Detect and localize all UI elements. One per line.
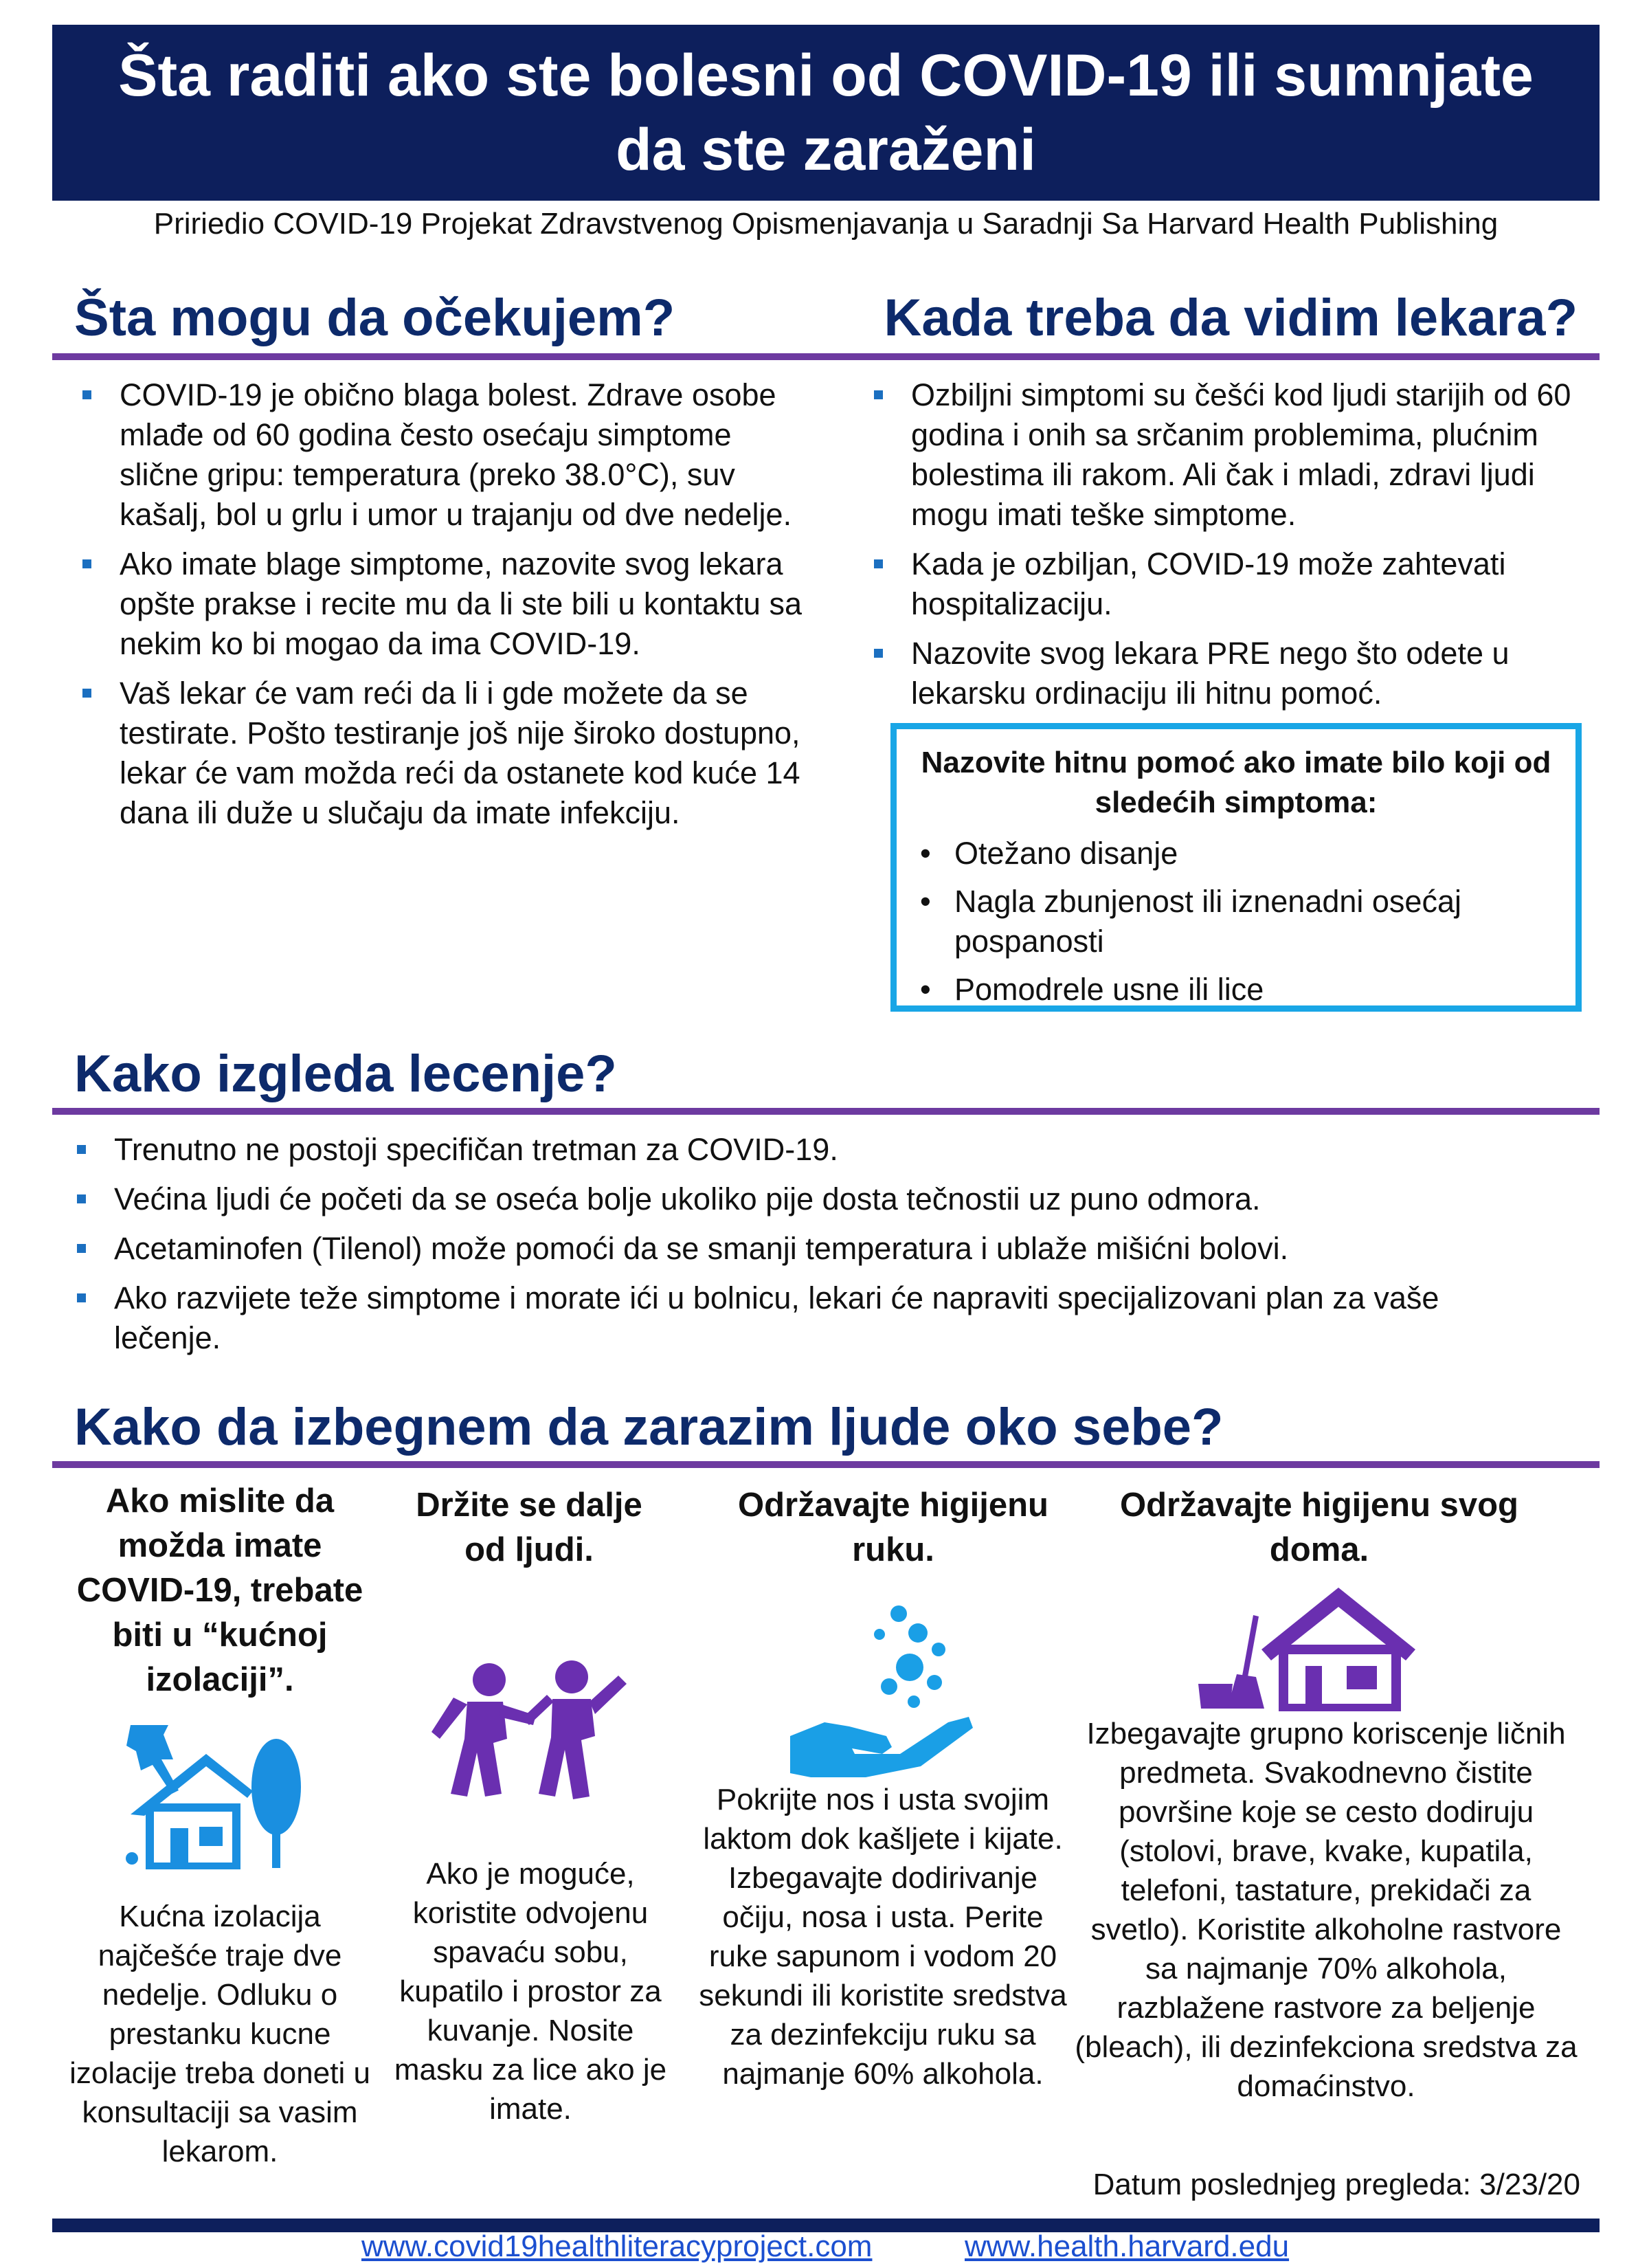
list-item: Ako imate blage simptome, nazovite svog lekara opšte prakse i recite mu da li ste bili u kontaktu sa nekim ko bi mogao da ima COVID-19.	[80, 544, 808, 664]
section-divider	[52, 1108, 1600, 1115]
hand-hygiene-text: Pokrijte nos i usta svojim laktom dok kašljete i kijate. Izbegavajte dodirivanje očiju, nosa i usta. Perite ruke sapunom i vodom 20 sekundi ili koristite sredstva za dezinfekciju ruku sa najmanje 60% alkohola.	[699, 1783, 1067, 2091]
harvard-link[interactable]: www.health.harvard.edu	[965, 2230, 1290, 2263]
isolation-heading: Ako mislite da možda imate COVID-19, trebate biti u “kućnoj izolaciji”.	[76, 1482, 363, 1698]
expect-list	[80, 375, 808, 843]
list-item: • Otežano disanje	[916, 834, 1556, 874]
distance-heading: Držite se dalje od ljudi.	[416, 1487, 642, 1568]
list-item: • Pomodrele usne ili lice	[916, 970, 1556, 1010]
cleaning-house-icon	[1196, 1581, 1422, 1711]
list-item: Ozbiljni simptomi su češći kod ljudi starijih od 60 godina i onih sa srčanim problemima, plućnim bolestima ili rakom. Ali čak i mladi, zdravi ljudi mogu imati teške simptome.	[871, 375, 1586, 535]
home-isolation-icon	[103, 1711, 309, 1869]
expect-heading: Šta mogu da očekujem?	[74, 289, 675, 347]
project-link[interactable]: www.covid19healthliteracyproject.com	[361, 2230, 873, 2263]
emergency-list	[916, 834, 1556, 1010]
page-title	[52, 25, 1600, 201]
broom-icon	[1227, 1674, 1264, 1709]
list-item: Većina ljudi će početi da se oseća bolje ukoliko pije dosta tečnostii uz puno odmora.	[74, 1179, 1545, 1219]
people-icon	[426, 1656, 639, 1814]
list-item: • Nagla zbunjenost ili iznenadni osećaj pospanosti	[916, 882, 1556, 961]
doctor-list	[871, 375, 1586, 723]
list-item: Kada je ozbiljan, COVID-19 može zahtevati hospitalizaciju.	[871, 544, 1586, 624]
hand-hygiene-heading: Održavajte higijenu ruku.	[738, 1487, 1048, 1568]
distance-text: Ako je moguće, koristite odvojenu spavaću sobu, kupatilo i prostor za kuvanje. Nosite masku za lice ako je imate.	[394, 1857, 667, 2126]
list-item: Acetaminofen (Tilenol) može pomoći da se smanji temperatura i ublaže mišićni bolovi.	[74, 1229, 1545, 1269]
hand-soap-icon	[783, 1601, 1017, 1780]
emergency-box	[890, 723, 1582, 1012]
list-item: Nazovite svog lekara PRE nego što odete u lekarsku ordinaciju ili hitnu pomoć.	[871, 634, 1586, 713]
doctor-heading: Kada treba da vidim lekara?	[884, 289, 1578, 347]
section-divider	[52, 353, 1600, 360]
isolation-text: Kućna izolacija najčešće traje dve nedelje. Odluku o prestanku kucne izolacije treba doneti u konsultaciji sa vasim lekarom.	[69, 1900, 370, 2168]
list-item: Ako razvijete teže simptome i morate ići u bolnicu, lekari će napraviti specijalizovani plan za vaše lečenje.	[74, 1278, 1545, 1358]
list-item: Trenutno ne postoji specifičan tretman za COVID-19.	[74, 1130, 1545, 1170]
flower-icon	[126, 1852, 138, 1865]
emergency-heading: Nazovite hitnu pomoć ako imate bilo koji od sledećih simptoma:	[921, 746, 1551, 819]
home-hygiene-heading: Održavajte higijenu svog doma.	[1120, 1487, 1518, 1568]
list-item: Vaš lekar će vam reći da li i gde možete da se testirate. Pošto testiranje još nije široko dostupno, lekar će vam možda reći da ostanete kod kuće 14 dana ili duže u slučaju da imate infekciju.	[80, 674, 808, 833]
home-hygiene-text: Izbegavajte grupno koriscenje ličnih predmeta. Svakodnevno čistite površine koje se cesto dodiruju (stolovi, brave, kvake, kupatila, telefoni, tastature, prekidači za svetlo). Koristite alkoholne rastvore sa najmanje 70% alkohola, razblažene rastvore za beljenje (bleach), ili dezinfekciona sredstva za domaćinstvo.	[1075, 1717, 1578, 2103]
page-subtitle: Pririedio COVID-19 Projekat Zdravstvenog Opismenjavanja u Saradnji Sa Harvard Health Publishing	[153, 207, 1499, 241]
list-item: COVID-19 je obično blaga bolest. Zdrave osobe mlađe od 60 godina često osećaju simptome slične gripu: temperatura (preko 38.0°C), suv kašalj, bol u grlu i umor u trajanju od dve nedelje.	[80, 375, 808, 535]
section-divider	[52, 1461, 1600, 1468]
treatment-heading: Kako izgleda lecenje?	[74, 1045, 617, 1103]
review-date: Datum poslednjeg pregleda: 3/23/20	[1092, 2168, 1580, 2201]
treatment-list	[74, 1130, 1545, 1368]
house-icon	[131, 1754, 253, 1867]
bucket-icon	[1198, 1684, 1233, 1709]
page-title-text: Šta raditi ako ste bolesni od COVID-19 ili sumnjate da ste zaraženi	[118, 43, 1534, 183]
prevent-heading: Kako da izbegnem da zarazim ljude oko sebe?	[74, 1398, 1224, 1456]
tree-icon	[251, 1739, 301, 1868]
